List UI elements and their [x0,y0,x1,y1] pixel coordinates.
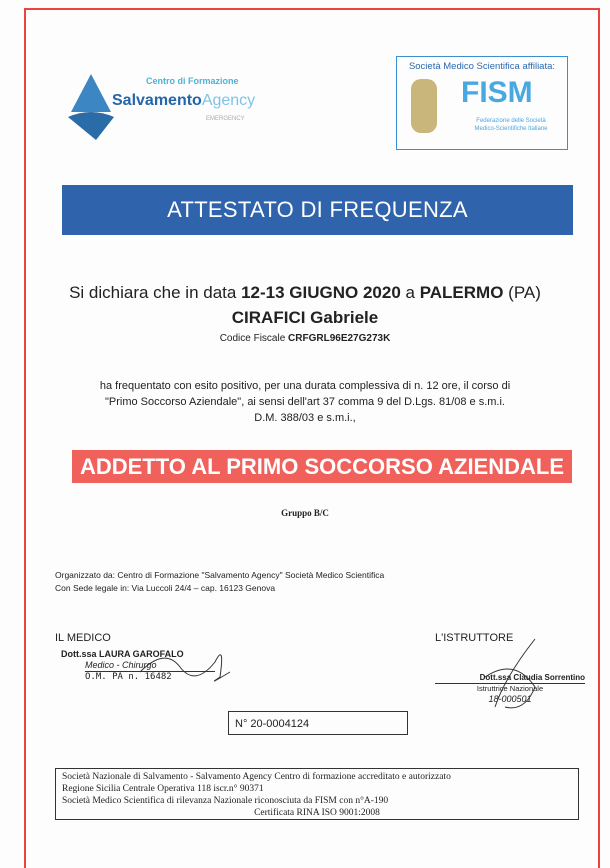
medico-role: Medico - Chirurgo [85,660,215,672]
course-title: ADDETTO AL PRIMO SOCCORSO AZIENDALE [72,450,572,483]
istruttore-role: Istruttrice Nazionale [476,684,544,693]
certificate-number: N° 20-0004124 [228,711,408,735]
group-label: Gruppo B/C [281,508,329,518]
medico-registration: O.M. PA n. 16482 [85,672,172,682]
medico-signature-block [55,632,225,683]
fiscal-code: Codice Fiscale CRFGRL96E27G273K [219,333,391,344]
medico-signature [135,642,235,687]
istruttore-signature-block [435,632,585,705]
organizer-info: Organizzato da: Centro di Formazione "Salvamento Agency" Società Medico Scientifica Con Sede legale in: Via Luccoli 24/4 – cap. 16123 Genova [55,570,385,593]
affiliate-label: Società Medico Scientifica affiliata: [408,61,556,72]
fism-desc-2: Medico-Scientifiche Italiane [474,126,548,132]
caduceus-emblem-icon [411,79,437,133]
istruttore-heading: L'ISTRUTTORE [435,632,514,644]
footer-box: Società Nazionale di Salvamento - Salvamento Agency Centro di formazione accreditato e autorizzato Regione Sicilia Centrale Operativa 118 iscr.n° 90371 Società Medico Scientifica di rilevanza Nazionale riconosciuta da FISM con n°A-190 Certificata RINA ISO 9001:2008 [55,768,579,820]
istruttore-name: Dott.ssa Claudia Sorrentino [435,673,585,684]
sail-icon [66,72,116,142]
fism-desc-1: Federazione delle Società [476,118,546,124]
certificate-title: ATTESTATO DI FREQUENZA [62,185,573,235]
logo-name-bold: Salvamento [112,92,202,109]
declaration-line: Si dichiara che in data 12-13 GIUGNO 2020 a PALERMO (PA) [69,283,541,302]
medico-name: Dott.ssa LAURA GAROFALO [61,649,184,659]
medico-heading: IL MEDICO [55,632,111,644]
person-name: CIRAFICI Gabriele [231,308,379,327]
logo-subtitle: Centro di Formazione [146,76,239,86]
salvamento-logo [66,72,256,147]
course-description: ha frequentato con esito positivo, per una durata complessiva di n. 12 ore, il corso di "Primo Soccorso Aziendale", ai sensi dell'art 37 comma 9 del D.Lgs. 81/08 e s.m.i. D.M. 388/03 e s.m.i., [99,380,511,424]
istruttore-signature [475,637,555,717]
fism-logo: FISM [461,76,533,109]
fism-affiliate-box [396,56,568,150]
istruttore-date: 18-000501 [488,694,532,704]
logo-tagline: EMERGENCY [206,116,245,122]
logo-name-light: Agency [201,92,256,109]
